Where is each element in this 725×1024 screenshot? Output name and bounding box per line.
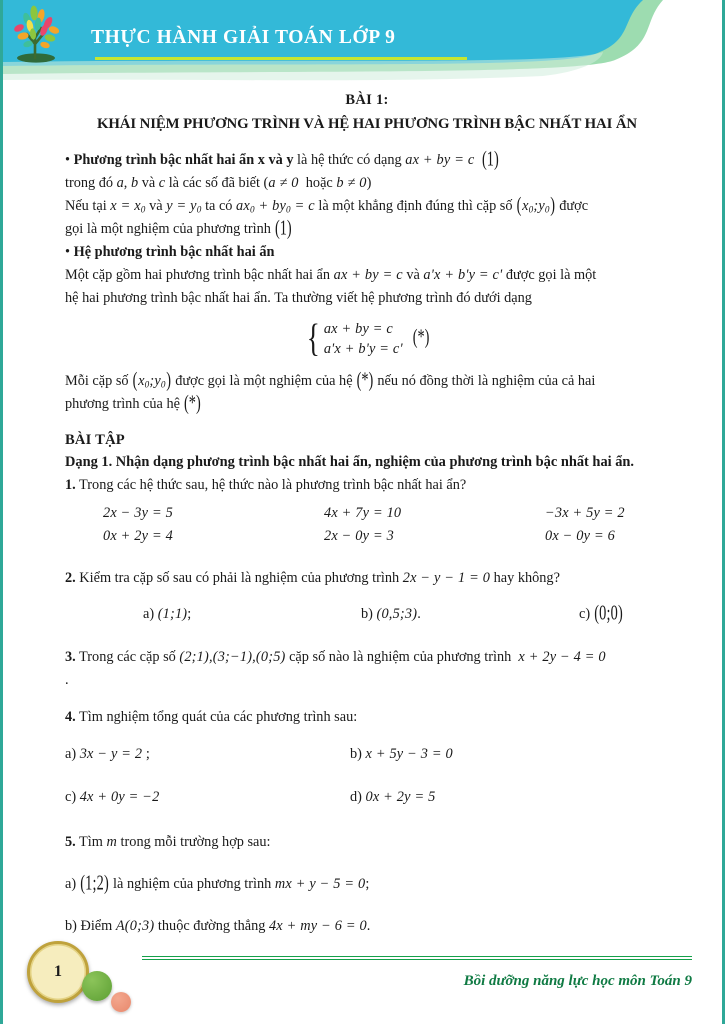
- sol-duoc: được: [559, 198, 589, 215]
- question-3-period: .: [65, 671, 69, 688]
- definition-2-term: Hệ phương trình bậc nhất hai ẩn: [73, 244, 275, 261]
- system-equation-list: [324, 319, 403, 360]
- lesson-title: KHÁI NIỆM PHƯƠNG TRÌNH VÀ HỆ HAI PHƯƠNG TRÌNH BẬC NHẤT HAI ẨN: [96, 116, 638, 132]
- question-1: [65, 474, 669, 497]
- q5b-equation: 4x + my − 6 = 0: [268, 918, 367, 935]
- page-footer: [3, 928, 725, 1024]
- def2-equation-2: a'x + b'y = c': [423, 267, 503, 284]
- question-4: [65, 706, 669, 729]
- q2-option: [361, 603, 579, 626]
- q4-item-label: a): [65, 745, 77, 762]
- q4-item-label: c): [65, 789, 77, 806]
- closing-tag: (1): [274, 217, 292, 241]
- cond-comma: ,: [123, 174, 131, 191]
- q4-item-suffix: ;: [145, 745, 150, 762]
- question-3-equation: x + 2y − 4 = 0: [518, 648, 606, 665]
- final-l2-text: phương trình của hệ: [65, 396, 184, 413]
- page-number: 1: [54, 963, 62, 980]
- definition-1-line: [65, 149, 669, 172]
- question-5-text-a: Tìm: [75, 834, 107, 851]
- bullet-marker: •: [65, 152, 71, 168]
- q2-option-value: (0;0): [594, 602, 623, 626]
- q4-item: [350, 743, 669, 766]
- header-title-underline: [95, 57, 467, 60]
- cond-known: là các số đã biết (: [168, 174, 269, 191]
- sol-x-value: $x = x_0$: [110, 198, 146, 215]
- system-equation-2: a'x + b'y = c': [323, 340, 403, 357]
- q1-equation: 0x + 2y = 4: [103, 528, 173, 545]
- question-3-number: 3.: [65, 648, 76, 665]
- footer-tagline: Bồi dưỡng năng lực học môn Toán 9: [463, 973, 692, 989]
- sol-we-have: ta có: [205, 198, 233, 215]
- cond-close: ): [366, 174, 372, 191]
- q5b-mid: thuộc đường thẳng: [154, 918, 269, 935]
- q5b-label: b): [65, 918, 77, 935]
- definition-1-term: Phương trình bậc nhất hai ẩn x và y: [73, 152, 294, 168]
- q2-option: [143, 603, 361, 626]
- cond-b-nonzero: b ≠ 0: [336, 174, 367, 191]
- definition-2-line-1: [65, 264, 669, 287]
- sol-pair: $(x_0;y_0)$: [516, 194, 556, 218]
- q2-option-label: c): [579, 606, 591, 623]
- question-5-number: 5.: [65, 834, 76, 851]
- system-solution-line-1: [65, 370, 669, 393]
- q5a-suffix: ;: [365, 876, 370, 893]
- sol-statement: là một khẳng định đúng thì cặp số: [318, 198, 513, 215]
- q2-option-label: b): [361, 606, 373, 623]
- q5a-label: a): [65, 876, 77, 893]
- question-2: [65, 567, 669, 590]
- cond-and: và: [141, 174, 156, 191]
- definition-1-equation: ax + by = c: [405, 152, 475, 168]
- q2-option-label: a): [143, 606, 155, 623]
- definition-1-solution-line: [65, 195, 669, 218]
- q4-item-equation: 3x − y = 2: [79, 745, 143, 762]
- question-5-variable: m: [106, 834, 117, 851]
- q4-item: [65, 743, 350, 766]
- system-tag: (*): [412, 326, 430, 350]
- cond-a-nonzero: a ≠ 0: [268, 174, 299, 191]
- final-star-1: (*): [356, 369, 374, 393]
- page-number-badge: [27, 941, 89, 1003]
- q4-item-label: b): [350, 745, 362, 762]
- question-1-equation-grid: [103, 502, 669, 548]
- q1-equation: 4x + 7y = 10: [324, 504, 402, 521]
- left-brace-icon: {: [306, 317, 321, 361]
- q2-option: [579, 603, 669, 626]
- sol-and: và: [149, 198, 163, 215]
- def2-prefix: Một cặp gồm hai phương trình bậc nhất hai ẩn: [65, 267, 334, 284]
- q5b-suffix: .: [366, 918, 371, 935]
- question-5-text-b: trong mỗi trường hợp sau:: [116, 834, 271, 851]
- sol-equation: $ax_0 + by_0 = c$: [236, 198, 315, 215]
- sol-y-value: $y = y_0$: [166, 198, 202, 215]
- question-2-options: [143, 603, 669, 626]
- definition-2-line-2: hệ hai phương trình bậc nhất hai ẩn. Ta thường viết hệ phương trình đó dưới dạng: [65, 290, 532, 307]
- tree-logo-icon: [3, 0, 69, 66]
- def2-and: và: [402, 267, 424, 284]
- q4-item-equation: 0x + 2y = 5: [365, 789, 436, 806]
- footer-salmon-dot: [111, 992, 131, 1012]
- header-title: THỰC HÀNH GIẢI TOÁN LỚP 9: [91, 27, 396, 48]
- question-3-text-a: Trong các cặp số: [75, 648, 180, 665]
- system-equation-1: ax + by = c: [323, 320, 393, 337]
- sol-prefix: Nếu tại: [65, 198, 107, 215]
- question-4-items: [65, 743, 669, 810]
- q2-option-suffix: ;: [187, 606, 192, 623]
- footer-divider-rule: [142, 956, 692, 960]
- q4-item: [65, 786, 350, 809]
- closing-text: gọi là một nghiệm của phương trình: [65, 221, 271, 238]
- exercises-heading: BÀI TẬP: [65, 432, 125, 449]
- system-of-equations: [65, 319, 669, 360]
- question-3-text-b: cặp số nào là nghiệm của phương trình: [285, 648, 515, 665]
- document-content: [65, 92, 669, 952]
- q1-equation: 0x − 0y = 6: [545, 528, 615, 545]
- question-2-number: 2.: [65, 570, 76, 587]
- final-mid: được gọi là một nghiệm của hệ: [171, 373, 357, 390]
- q5a-pair: (1;2): [80, 872, 109, 896]
- question-2-text-b: hay không?: [490, 570, 560, 587]
- final-prefix: Mỗi cặp số: [65, 373, 133, 390]
- page-header: [3, 0, 725, 84]
- q5a-equation: mx + y − 5 = 0: [274, 876, 366, 893]
- question-4-text: Tìm nghiệm tổng quát của các phương trình sau:: [75, 708, 358, 725]
- question-3-pairs: (2;1),(3;−1),(0;5): [179, 648, 286, 665]
- question-1-number: 1.: [65, 477, 76, 494]
- question-1-text: Trong các hệ thức sau, hệ thức nào là phương trình bậc nhất hai ẩn?: [75, 477, 467, 494]
- cond-or: hoặc: [305, 174, 333, 191]
- question-3: [65, 646, 669, 669]
- def2-equation-1: ax + by = c: [333, 267, 403, 284]
- q1-equation: −3x + 5y = 2: [545, 504, 625, 521]
- q4-item-equation: 4x + 0y = −2: [79, 789, 160, 806]
- question-5: [65, 831, 669, 854]
- question-4-number: 4.: [65, 708, 76, 725]
- question-2-equation: 2x − y − 1 = 0: [402, 570, 491, 587]
- cond-prefix: trong đó: [65, 174, 114, 191]
- question-2-text-a: Kiểm tra cặp số sau có phải là nghiệm của phương trình: [75, 570, 403, 587]
- definition-1-text: là hệ thức có dạng: [293, 152, 406, 168]
- q2-option-value: (1;1): [157, 606, 188, 623]
- lesson-number: BÀI 1:: [345, 92, 389, 108]
- definition-1-tag: (1): [482, 148, 499, 172]
- q4-item-equation: x + 5y − 3 = 0: [365, 745, 453, 762]
- q1-equation: 2x − 3y = 5: [103, 504, 173, 521]
- final-pair: $(x_0;y_0)$: [132, 369, 172, 393]
- exercise-type-heading: Dạng 1. Nhận dạng phương trình bậc nhất hai ẩn, nghiệm của phương trình bậc nhất hai ẩn.: [65, 454, 635, 471]
- definition-1-closing: [65, 218, 669, 241]
- question-5-item-a: [65, 873, 669, 896]
- q4-item: [350, 786, 669, 809]
- final-suffix: nếu nó đồng thời là nghiệm của cả hai: [373, 373, 596, 390]
- footer-green-dot: [82, 971, 112, 1001]
- q1-equation: 2x − 0y = 3: [324, 528, 394, 545]
- q5a-mid: là nghiệm của phương trình: [109, 876, 275, 893]
- q5b-point: A(0;3): [115, 918, 155, 935]
- q2-option-suffix: .: [417, 606, 421, 623]
- bullet-marker-2: •: [65, 244, 71, 261]
- q4-item-label: d): [350, 789, 362, 806]
- definition-2-heading: [65, 241, 669, 264]
- final-star-2: (*): [184, 392, 201, 416]
- q2-option-value: (0,5;3): [376, 606, 418, 623]
- q5b-text: Điểm: [76, 918, 116, 935]
- def2-suffix: được gọi là một: [502, 267, 597, 284]
- definition-1-conditions: trong đó a, b và c là các số đã biết (a ≠ 0 hoặc b ≠ 0): [65, 174, 372, 191]
